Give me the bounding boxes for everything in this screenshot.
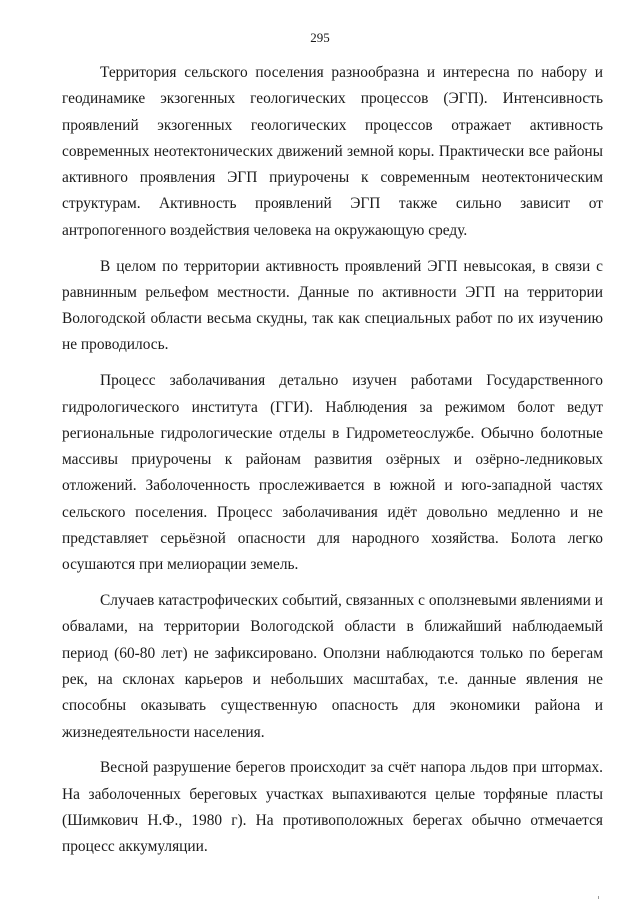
paragraph-swamping-process: Процесс заболачивания детально изучен работами Государственного гидрологического института (ГГИ). Наблюдения за режимом болот ведут региональные гидрологические отделы в Гидрометеослужбе. Обычно болотные массивы приурочены к районам развития озёрных и озёрно-ледниковых отложений. Заболоченность прослеживается в южной и юго-западной частях сельского поселения. Процесс заболачивания идёт довольно медленно и не представляет серьёзной опасности для народного хозяйства. Болота легко осушаются при мелиорации земель. bbox=[62, 372, 603, 574]
paragraph-egp-overview: Территория сельского поселения разнообразна и интересна по набору и геодинамике экзогенных геологических процессов (ЭГП). Интенсивность проявлений экзогенных геологических процессов отражает активность современных неотектонических движений земной коры. Практически все районы активного проявления ЭГП приурочены к современным неотектоническим структурам. Активность проявлений ЭГП также сильно зависит от антропогенного воздействия человека на окружающую среду. bbox=[62, 64, 603, 239]
scan-mark bbox=[598, 896, 599, 899]
document-body bbox=[62, 60, 603, 870]
paragraph-egp-activity: В целом по территории активность проявлений ЭГП невысокая, в связи с равнинным рельефом местности. Данные по активности ЭГП на территории Вологодской области весьма скудны, так как специальных работ по их изучению не проводилось. bbox=[62, 257, 603, 354]
page-number: 295 bbox=[310, 30, 330, 45]
paragraph-shore-erosion: Весной разрушение берегов происходит за счёт напора льдов при штормах. На заболоченных береговых участках выпахиваются целые торфяные пласты (Шимкович Н.Ф., 1980 г). На противоположных берегах обычно отмечается процесс аккумуляции. bbox=[62, 759, 603, 856]
paragraph-landslides: Случаев катастрофических событий, связанных с оползневыми явлениями и обвалами, на территории Вологодской области в ближайший наблюдаемый период (60-80 лет) не зафиксировано. Оползни наблюдаются только по берегам рек, на склонах карьеров и небольших масштабах, т.е. данные явления не способны оказывать существенную опасность для экономики района и жизнедеятельности населения. bbox=[62, 592, 603, 741]
